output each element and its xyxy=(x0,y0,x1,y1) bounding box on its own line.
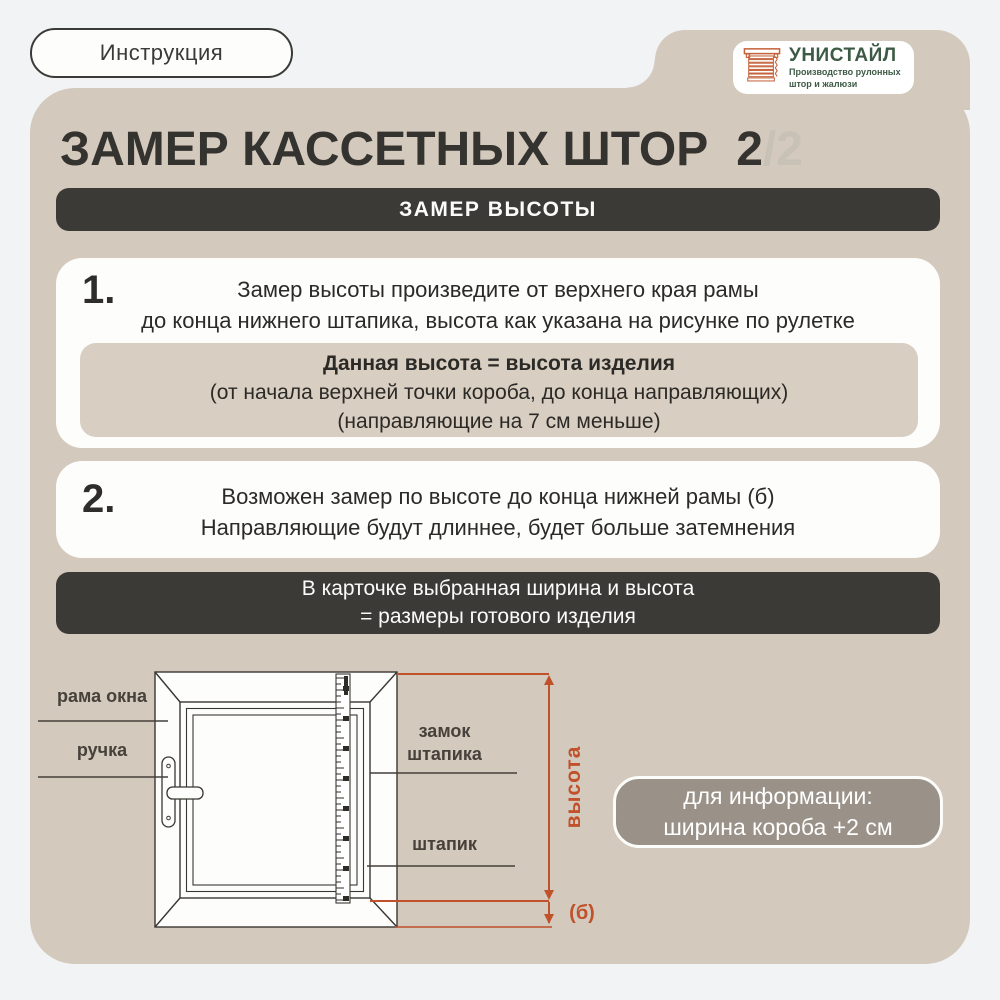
result-banner-line1: В карточке выбранная ширина и высота xyxy=(301,577,695,600)
label-bead-lock xyxy=(372,720,517,766)
label-handle: ручка xyxy=(76,740,128,760)
note-line2: (от начала верхней точки короба, до конца направляющих) xyxy=(209,381,789,404)
step-1-line1: Замер высоты произведите от верхнего края рамы xyxy=(237,277,759,302)
section-banner-label: ЗАМЕР ВЫСОТЫ xyxy=(399,197,597,221)
brand-tagline-line2: штор и жалюзи xyxy=(789,79,858,89)
blinds-icon xyxy=(743,46,781,89)
step-2-line1: Возможен замер по высоте до конца нижней рамы (б) xyxy=(221,484,775,509)
info-box-line1: для информации: xyxy=(683,783,873,809)
step-2-line2: Направляющие будут длиннее, будет больше затемнения xyxy=(200,515,796,540)
step-1-number: 1. xyxy=(82,268,116,312)
page-indicator-current: 2 xyxy=(736,123,763,176)
note-line1: Данная высота = высота изделия xyxy=(323,352,675,375)
step-2-card xyxy=(56,461,940,558)
measuring-tape xyxy=(336,674,350,903)
section-banner-height xyxy=(56,188,940,231)
result-banner-line2: = размеры готового изделия xyxy=(360,605,636,628)
info-box-line2: ширина короба +2 см xyxy=(663,814,893,840)
step-1-text xyxy=(56,274,940,336)
instruction-badge-label: Инструкция xyxy=(99,40,224,65)
note-line3: (направляющие на 7 см меньше) xyxy=(337,410,661,433)
label-b-mark: (б) xyxy=(569,902,595,924)
label-bead-lock-line1: замок xyxy=(418,721,471,741)
step-1-line2: до конца нижнего штапика, высота как указана на рисунке по рулетке xyxy=(141,308,855,333)
page-indicator-total: /2 xyxy=(762,123,803,176)
page-title-text: ЗАМЕР КАССЕТНЫХ ШТОР xyxy=(60,123,709,176)
step-1-card xyxy=(56,258,940,448)
label-window-frame: рама окна xyxy=(57,686,147,706)
step-2-text xyxy=(56,481,940,543)
brand-text xyxy=(789,46,901,89)
label-height: высота xyxy=(562,745,585,829)
result-banner xyxy=(56,572,940,634)
info-box xyxy=(613,776,943,848)
label-bead-lock-line2: штапика xyxy=(407,744,482,764)
step-1-note-box xyxy=(80,343,918,437)
brand-tagline-line1: Производство рулонных xyxy=(789,67,901,77)
instruction-badge xyxy=(30,28,293,78)
brand-logo xyxy=(733,41,914,94)
step-2-number: 2. xyxy=(82,477,116,521)
card-tab-fillet xyxy=(627,60,655,88)
brand-name: УНИСТАЙЛ xyxy=(789,45,897,66)
label-bead: штапик xyxy=(412,834,477,854)
page-title xyxy=(60,122,803,177)
